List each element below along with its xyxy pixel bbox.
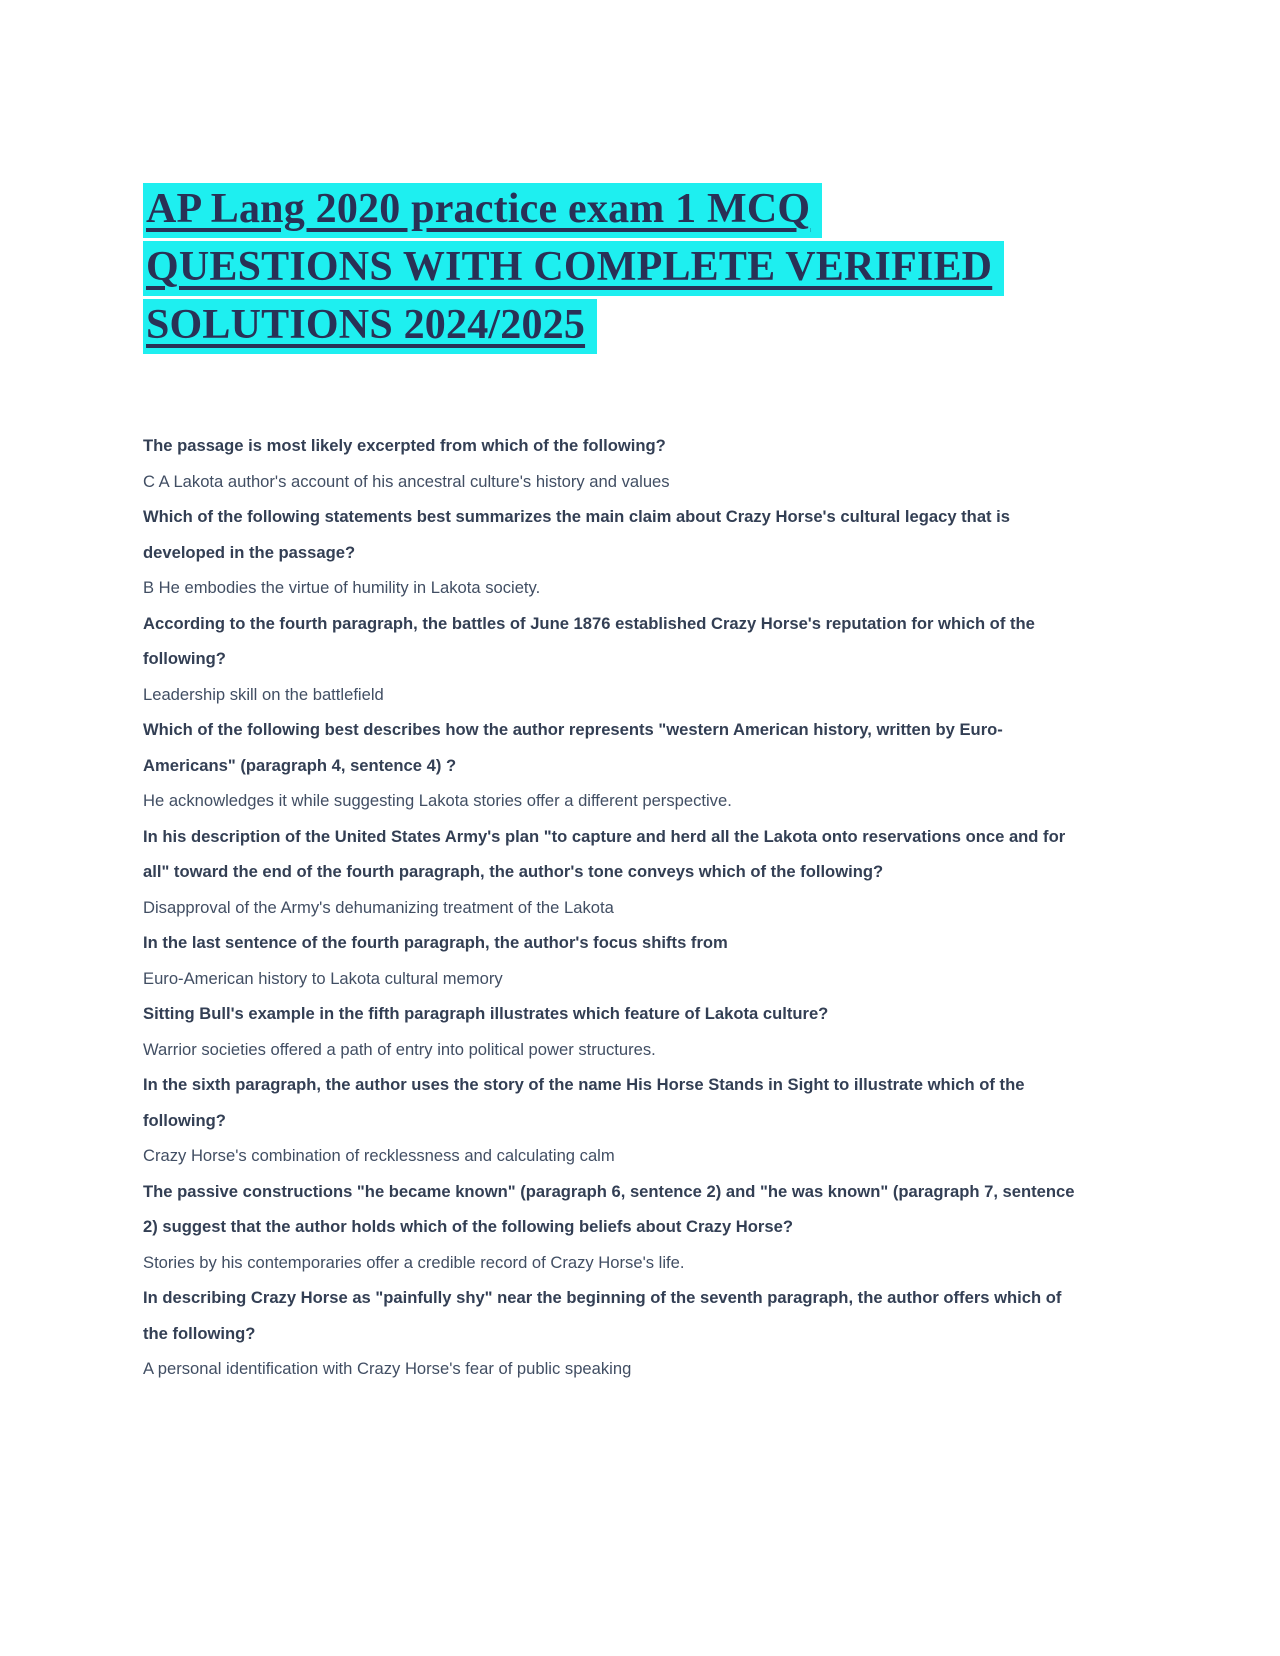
answer-text: Crazy Horse's combination of recklessness and calculating calm bbox=[143, 1146, 615, 1165]
answer-text: Euro-American history to Lakota cultural memory bbox=[143, 968, 503, 988]
question-text: In his description of the United States Army's plan "to capture and herd all the Lakota onto reservations once and for all" toward the end of the fourth paragraph, the author's tone conveys which of the following? bbox=[143, 826, 1066, 881]
answer-text: A personal identification with Crazy Horse's fear of public speaking bbox=[143, 1359, 632, 1378]
question-text: The passage is most likely excerpted from which of the following? bbox=[143, 436, 666, 455]
question-text: Sitting Bull's example in the fifth paragraph illustrates which feature of Lakota culture? bbox=[143, 1004, 829, 1023]
title-line-1: AP Lang 2020 practice exam 1 MCQ bbox=[143, 183, 822, 238]
answer-text: Leadership skill on the battlefield bbox=[143, 684, 384, 704]
question-text: In the last sentence of the fourth paragraph, the author's focus shifts from bbox=[143, 933, 728, 952]
answer-text: He acknowledges it while suggesting Lakota stories offer a different perspective. bbox=[143, 791, 732, 810]
question-text: Which of the following best describes how the author represents "western American history, written by Euro-Americans" (paragraph 4, sentence 4) ? bbox=[143, 720, 1003, 775]
question-text: According to the fourth paragraph, the battles of June 1876 established Crazy Horse's reputation for which of the following? bbox=[143, 613, 1035, 668]
qa-list bbox=[143, 428, 1085, 1387]
document-title bbox=[143, 183, 1140, 354]
question-text: The passive constructions "he became known" (paragraph 6, sentence 2) and "he was known" (paragraph 7, sentence 2) suggest that the author holds which of the following beliefs about Crazy Horse? bbox=[143, 1181, 1075, 1236]
question-text: In the sixth paragraph, the author uses the story of the name His Horse Stands in Sight to illustrate which of the following? bbox=[143, 1075, 1025, 1130]
title-line-2: QUESTIONS WITH COMPLETE VERIFIED bbox=[143, 241, 1004, 296]
title-line-3: SOLUTIONS 2024/2025 bbox=[143, 299, 597, 354]
answer-text: B He embodies the virtue of humility in Lakota society. bbox=[143, 578, 541, 597]
answer-text: C A Lakota author's account of his ancestral culture's history and values bbox=[143, 471, 670, 491]
answer-text: Disapproval of the Army's dehumanizing treatment of the Lakota bbox=[143, 897, 614, 917]
answer-text: Stories by his contemporaries offer a credible record of Crazy Horse's life. bbox=[143, 1252, 685, 1272]
question-text: Which of the following statements best summarizes the main claim about Crazy Horse's cultural legacy that is developed in the passage? bbox=[143, 507, 1011, 562]
question-text: In describing Crazy Horse as "painfully shy" near the beginning of the seventh paragraph, the author offers which of the following? bbox=[143, 1288, 1062, 1343]
answer-text: Warrior societies offered a path of entry into political power structures. bbox=[143, 1039, 656, 1059]
